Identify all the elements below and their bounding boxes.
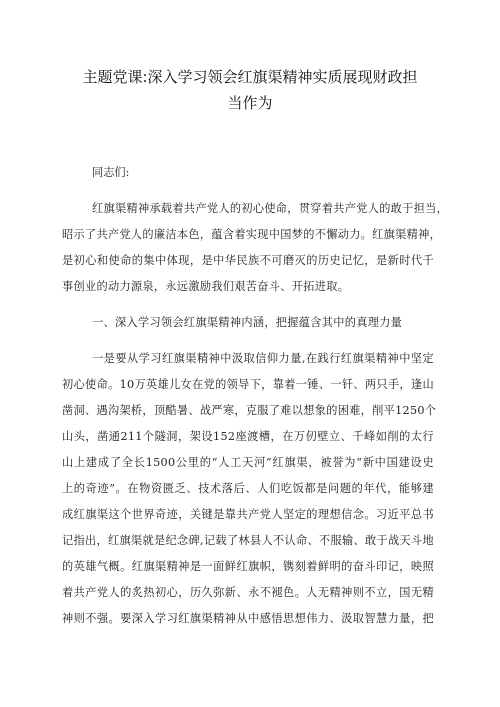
document-title-line-1: 主题党课:深入学习领会红旗渠精神实质展现财政担: [82, 68, 418, 86]
paragraph-line: 一是要从学习红旗渠精神中汲取信仰力量,在践行红旗渠精神中坚定: [92, 352, 434, 365]
document-title-line-2: 当作为: [227, 94, 273, 112]
paragraph-line: 红旗渠精神承载着共产党人的初心使命，贯穿着共产党人的敢于担当，: [92, 202, 449, 215]
paragraph-line: 上的奇迹”。在物资匮乏、技术落后、人们吃饭都是问题的年代，能够建: [62, 482, 434, 495]
greeting: 同志们:: [92, 166, 130, 179]
section-heading: 一、深入学习领会红旗渠精神内涵，把握蕴含其中的真理力量: [92, 316, 403, 329]
paragraph-line: 初心使命。10万英雄儿女在党的领导下，靠着一锤、一钎、两只手，逢山: [62, 378, 434, 391]
paragraph-line: 事创业的动力源泉，永远激励我们艰苦奋斗、开拓进取。: [62, 280, 350, 293]
paragraph-line: 记指出，红旗渠就是纪念碑,记载了林县人不认命、不服输、敢于战天斗地: [62, 534, 434, 547]
paragraph-line: 昭示了共产党人的廉洁本色，蕴含着实现中国梦的不懈动力。红旗渠精神，: [62, 228, 442, 241]
paragraph-line: 的英雄气概。红旗渠精神是一面鲜红旗帜，镌刻着鲜明的奋斗印记，映照: [62, 560, 434, 573]
paragraph-line: 着共产党人的炙热初心，历久弥新、永不褪色。人无精神则不立，国无精: [62, 586, 434, 599]
paragraph-line: 山上建成了全长1500公里的“人工天河”红旗渠，被誉为“新中国建设史: [62, 456, 434, 469]
paragraph-line: 成红旗渠这个世界奇迹，关键是靠共产党人坚定的理想信念。习近平总书: [62, 508, 434, 521]
paragraph-line: 是初心和使命的集中体现，是中华民族不可磨灭的历史记忆，是新时代千: [62, 254, 434, 267]
paragraph-line: 神则不强。要深入学习红旗渠精神从中感悟思想伟力、汲取智慧力量，把: [62, 612, 434, 625]
paragraph-line: 凿洞、遇沟架桥，顶酷暑、战严寒，克服了难以想象的困难，削平1250个: [62, 404, 437, 417]
paragraph-line: 山头，凿通211个隧洞，架设152座渡槽，在万仞壁立、千峰如削的太行: [62, 430, 434, 443]
